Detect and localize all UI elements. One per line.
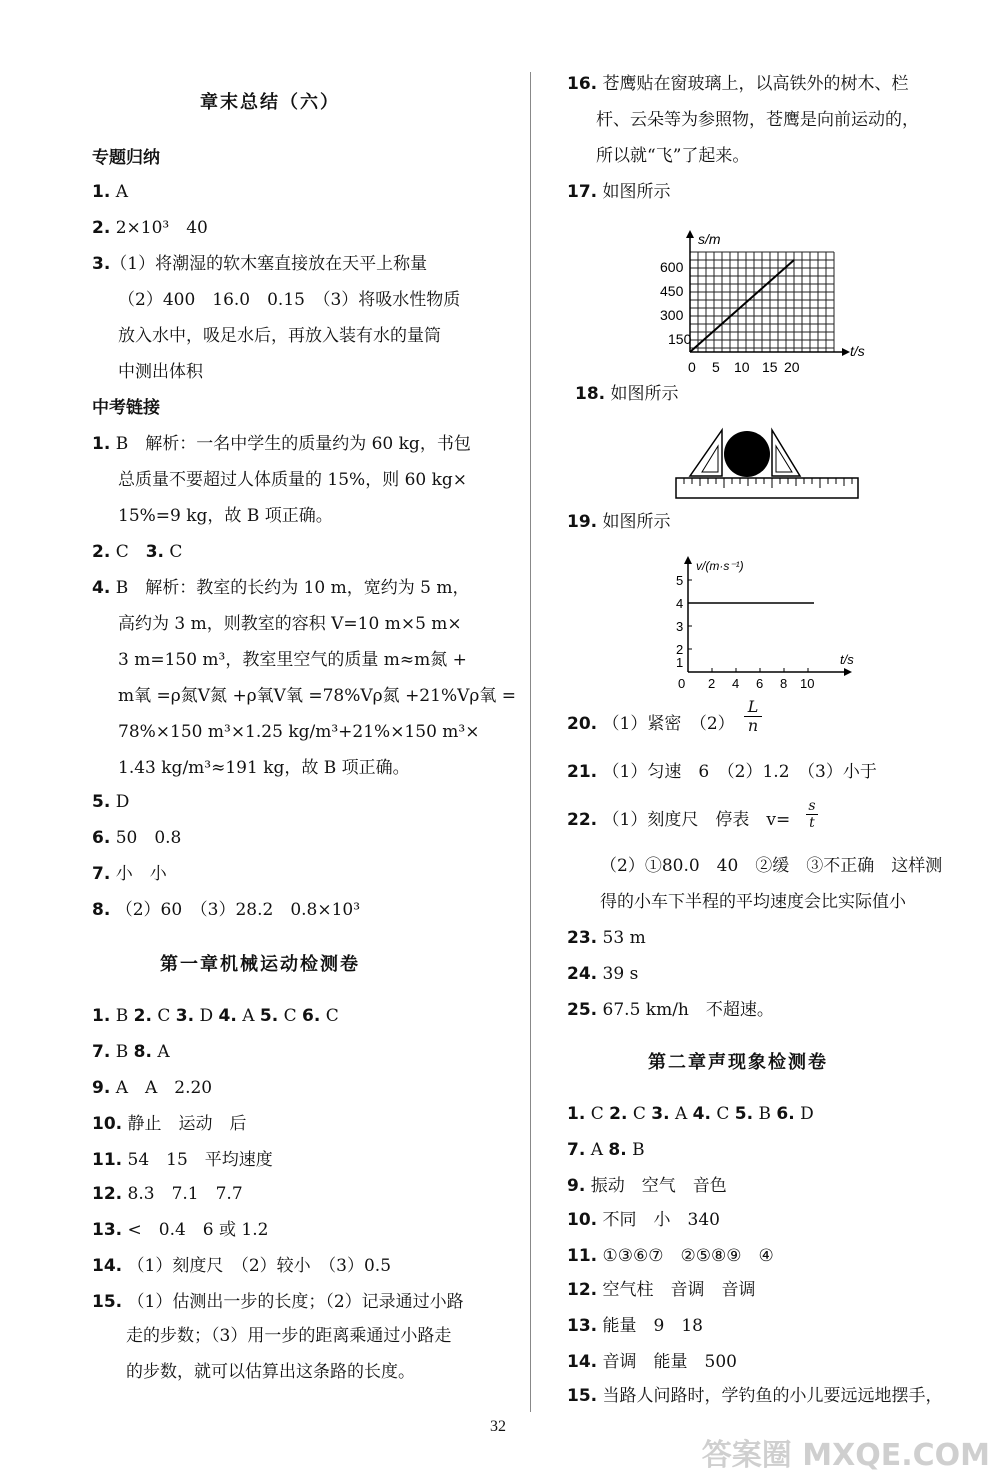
- answer-line: 14. （1）刻度尺 （2）较小 （3）0.5: [92, 1256, 392, 1276]
- answer-line: 10. 不同 小 340: [567, 1210, 720, 1230]
- x-axis-arrow: [842, 348, 850, 356]
- answer-line: 19. 如图所示: [567, 512, 671, 532]
- answer-line-cont: 得的小车下半程的平均速度会比实际值小: [600, 892, 906, 912]
- page-number: 32: [490, 1418, 506, 1435]
- y-tick: 150: [668, 331, 692, 347]
- x-tick: 0: [688, 359, 696, 375]
- x-tick: 15: [762, 359, 778, 375]
- answer-line: 2. 2×10³ 40: [92, 218, 208, 238]
- answer-line: 13. 能量 9 18: [567, 1316, 703, 1336]
- answer-line: 14. 音调 能量 500: [567, 1352, 737, 1372]
- y-tick: 1: [676, 655, 684, 670]
- fraction-s-over-t: s t: [806, 798, 818, 831]
- answer-line: 8. （2）60 （3）28.2 0.8×10³: [92, 900, 361, 920]
- ball: [724, 431, 770, 477]
- x-tick: 6: [756, 676, 764, 691]
- y-axis-arrow: [686, 230, 694, 238]
- answer-line: 11. ①③⑥⑦ ②⑤⑧⑨ ④: [567, 1246, 774, 1266]
- x-axis-arrow: [844, 668, 852, 676]
- subheading-topic-summary: 专题归纳: [92, 148, 160, 168]
- answer-line-cont: 高约为 3 m，则教室的容积 V=10 m×5 m×: [118, 614, 462, 634]
- y-tick: 5: [676, 573, 684, 588]
- answer-line: 21. （1）匀速 6 （2）1.2 （3）小于: [567, 762, 877, 782]
- answer-line: 11. 54 15 平均速度: [92, 1150, 273, 1170]
- answer-line: 6. 50 0.8: [92, 828, 182, 848]
- x-axis-label: t/s: [840, 652, 854, 667]
- x-tick: 0: [678, 676, 686, 691]
- ruler: [676, 478, 858, 498]
- subheading-exam-link: 中考链接: [92, 398, 160, 418]
- answer-line-cont: m氧 =ρ氮V氮 +ρ氧V氧 =78%Vρ氮 +21%Vρ氧 =: [118, 686, 517, 706]
- answer-line-cont: 15%=9 kg，故 B 项正确。: [118, 506, 333, 526]
- y-tick: 300: [660, 307, 684, 323]
- answer-line-cont: （2）①80.0 40 ②缓 ③不正确 这样测: [600, 856, 943, 876]
- answer-line-cont: 走的步数；（3）用一步的距离乘通过小路走: [126, 1326, 452, 1346]
- answer-line-cont: 的步数，就可以估算出这条路的长度。: [126, 1362, 415, 1382]
- answer-line: 15. 当路人问路时，学钓鱼的小儿要远远地摆手，: [567, 1386, 943, 1406]
- y-axis-label: s/m: [698, 231, 721, 247]
- y-axis-label: v/(m·s⁻¹): [696, 559, 744, 573]
- answer-line-cont: 中测出体积: [118, 362, 203, 382]
- answer-line: 1. B 解析：一名中学生的质量约为 60 kg，书包: [92, 434, 471, 454]
- answer-line: 25. 67.5 km/h 不超速。: [567, 1000, 774, 1020]
- answer-line-cont: 3 m=150 m³，教室里空气的质量 m≈m氮 +: [118, 650, 467, 670]
- answer-line-cont: 放入水中，吸足水后，再放入装有水的量筒: [118, 326, 441, 346]
- answer-line: 13. < 0.4 6 或 1.2: [92, 1220, 269, 1240]
- y-tick: 450: [660, 283, 684, 299]
- answer-line: 12. 空气柱 音调 音调: [567, 1280, 756, 1300]
- ruler-ball-figure: [670, 426, 865, 504]
- x-tick: 5: [712, 359, 720, 375]
- answer-line-cont: 1.43 kg/m³≈191 kg，故 B 项正确。: [118, 758, 410, 778]
- answer-line-cont: 所以就“飞”了起来。: [596, 146, 750, 166]
- answer-line: 5. D: [92, 792, 130, 812]
- y-tick: 3: [676, 619, 684, 634]
- answer-line-cont: 总质量不要超过人体质量的 15%，则 60 kg×: [118, 470, 468, 490]
- answer-line: 20. （1）紧密 （2）: [567, 714, 735, 734]
- answer-line: 17. 如图所示: [567, 182, 671, 202]
- answer-line: 7. 小 小: [92, 864, 167, 884]
- x-tick: 10: [800, 676, 815, 691]
- column-divider: [530, 72, 531, 1412]
- x-tick: 20: [784, 359, 800, 375]
- answer-line: 9. A A 2.20: [92, 1078, 213, 1098]
- answer-line: 12. 8.3 7.1 7.7: [92, 1184, 243, 1204]
- x-tick: 8: [780, 676, 788, 691]
- answer-line: 22. （1）刻度尺 停表 v=: [567, 810, 791, 830]
- x-tick: 10: [734, 359, 750, 375]
- v-t-graph: [674, 552, 874, 692]
- y-tick: 600: [660, 259, 684, 275]
- x-tick: 2: [708, 676, 716, 691]
- answer-line: 23. 53 m: [567, 928, 646, 948]
- y-tick: 2: [676, 642, 684, 657]
- answer-line: 15. （1）估测出一步的长度；（2）记录通过小路: [92, 1292, 464, 1312]
- answer-line: 1. B 2. C 3. D 4. A 5. C 6. C: [92, 1006, 339, 1026]
- answer-line: 7. B 8. A: [92, 1042, 170, 1062]
- x-axis-label: t/s: [850, 343, 865, 359]
- y-axis-arrow: [684, 556, 692, 564]
- answer-line: 4. B 解析：教室的长约为 10 m，宽约为 5 m，: [92, 578, 470, 598]
- section-title-chapter2-test: 第二章声现象检测卷: [648, 1052, 828, 1073]
- fraction-L-over-n: L n: [744, 698, 762, 735]
- answer-line-cont: 78%×150 m³×1.25 kg/m³+21%×150 m³×: [118, 722, 480, 742]
- section-title-chapter1-test: 第一章机械运动检测卷: [160, 954, 360, 975]
- answer-line: 7. A 8. B: [567, 1140, 645, 1160]
- watermark-logo: 答案圈 MXQE.COM: [701, 1438, 990, 1473]
- y-tick: 4: [676, 596, 684, 611]
- answer-line: 16. 苍鹰贴在窗玻璃上，以高铁外的树木、栏: [567, 74, 909, 94]
- answer-line: 3.（1）将潮湿的软木塞直接放在天平上称量: [92, 254, 428, 274]
- answer-line: 1. A: [92, 182, 128, 202]
- answer-line: 2. C 3. C: [92, 542, 183, 562]
- left-triangle: [690, 430, 722, 476]
- x-tick: 4: [732, 676, 740, 691]
- answer-line-cont: （2）400 16.0 0.15 （3）将吸水性物质: [118, 290, 461, 310]
- answer-line: 24. 39 s: [567, 964, 639, 984]
- answer-line: 18. 如图所示: [575, 384, 679, 404]
- answer-line-cont: 杆、云朵等为参照物，苍鹰是向前运动的，: [596, 110, 919, 130]
- answer-line: 10. 静止 运动 后: [92, 1114, 247, 1134]
- answer-line: 1. C 2. C 3. A 4. C 5. B 6. D: [567, 1104, 814, 1124]
- answer-line: 9. 振动 空气 音色: [567, 1176, 727, 1196]
- section-title-chapter-summary: 章末总结（六）: [200, 92, 340, 113]
- s-t-graph: [660, 222, 880, 377]
